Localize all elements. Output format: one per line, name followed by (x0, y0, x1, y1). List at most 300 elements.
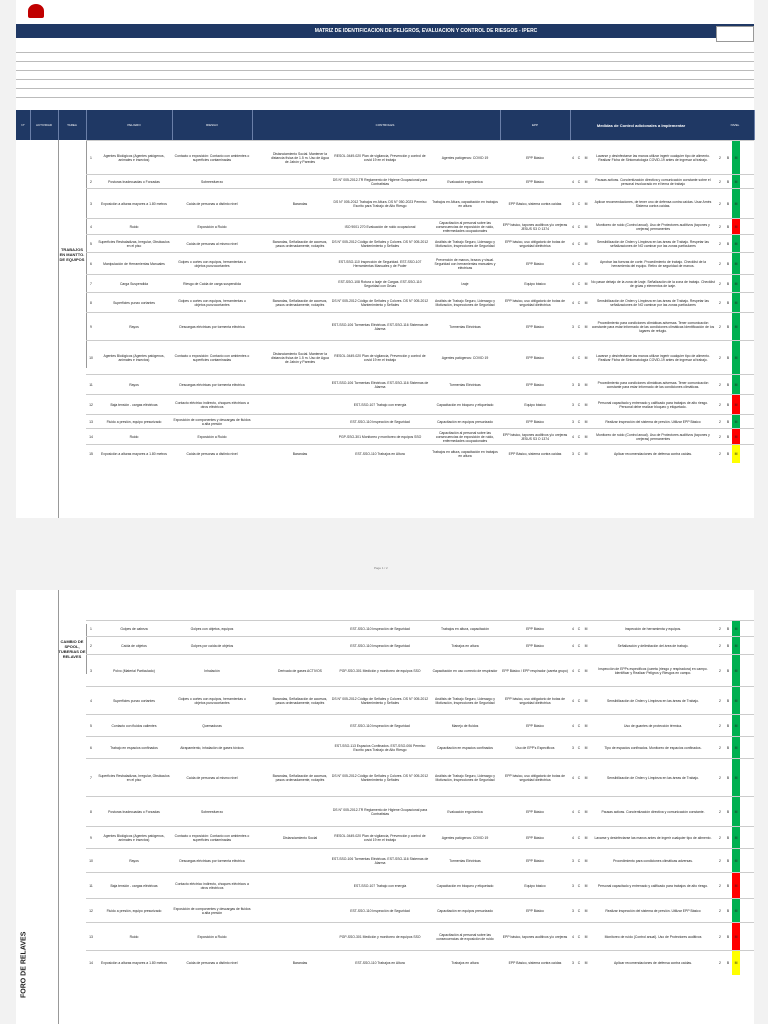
severidad-cell: C (577, 241, 581, 246)
residual-a-cell: 2 (719, 201, 721, 206)
epp-cell: Equipo básico (524, 883, 546, 888)
control-ingenieria-cell: Barandas, Señalización de accesos, pasos ordenadamente, rodapiés (272, 298, 328, 307)
table-row (86, 394, 754, 415)
control-ingenieria-cell: Barandas (292, 960, 308, 965)
epp-cell: EPP básico, tapones auditivos y/o orejeras JESUS S3 O 1374 (502, 222, 568, 231)
nivel-riesgo-cell: M (584, 745, 588, 750)
col-header-actividad: ACTIVIDAD (30, 110, 59, 140)
peligro-cell: Exposición a alturas mayores a 1.80 metros (101, 201, 167, 206)
riesgo-cell: Caída de personas a distinto nivel (186, 960, 238, 965)
col-header-nivel: NIVEL (716, 110, 755, 140)
row-number: 11 (89, 382, 93, 387)
risk-level-indicator: M (732, 951, 740, 975)
residual-b-cell: B (726, 382, 730, 387)
medidas-cell: Pausas activas. Concientización directiva y comunicación constante sobre el personal involucrado en el tema de trabajo (595, 177, 711, 186)
control-ingenieria-cell (270, 873, 330, 899)
nivel-riesgo-cell: M (584, 434, 588, 439)
risk-level-indicator: M (732, 445, 740, 463)
control-capacitacion-cell: Manejo de fluidos (451, 723, 479, 728)
medidas-cell: Inspección de herramienta y equipos. (624, 626, 682, 631)
nivel-riesgo-cell: M (584, 668, 588, 673)
table-row (86, 274, 754, 293)
severidad-cell: C (577, 835, 581, 840)
nivel-riesgo-cell: M (584, 698, 588, 703)
riesgo-cell: Exposición a Ruido (197, 224, 227, 229)
left-strip (16, 140, 59, 518)
activity-group-label: TRABAJOS EN MANTTO. DE EQUIPOS (58, 140, 87, 368)
table-row (86, 444, 754, 463)
peligro-cell: Posturas Inadecuadas o Forzadas (108, 179, 160, 184)
table-row (86, 758, 754, 797)
residual-b-cell: B (726, 434, 730, 439)
control-administrativo-cell: PGP-SSO-301 Medición y monitoreo de equipos SSO (339, 668, 421, 673)
control-administrativo-cell: EST-SSO-108 Rotura o Izaje de Cargas. EST-SSO-110 Seguridad con Grúas (338, 279, 422, 288)
epp-cell: EPP Básico (526, 261, 544, 266)
row-number: 6 (90, 745, 92, 750)
severidad-cell: C (577, 775, 581, 780)
severidad-cell: C (577, 434, 581, 439)
control-ingenieria-cell (270, 899, 330, 923)
probabilidad-cell: 3 (572, 745, 574, 750)
control-capacitacion-cell: Análisis de Trabajo Seguro, Liderazgo y Motivación, Inspecciones de Seguridad (435, 298, 495, 307)
table-row (86, 188, 754, 219)
peligro-cell: Agentes Biológicos (Agentes patógenos, animales e insectos) (103, 353, 165, 362)
control-ingenieria-cell: Barandas (292, 201, 308, 206)
activity-group-label: CAMBIO DE SPOOL, TUBERIAS DE RELAVES (58, 624, 87, 674)
epp-cell: EPP Básico / EPP respirador (careta grupo) (502, 668, 568, 673)
probabilidad-cell: 3 (572, 883, 574, 888)
riesgo-cell: Contacto o exposición: Contacto con ambientes o superficies contaminadas (174, 153, 250, 162)
peligro-cell: Agentes Biológicos (Agentes patógenos, animales e insectos) (103, 833, 165, 842)
riesgo-cell: Sobreesfuerzo (200, 179, 224, 184)
severidad-cell: C (577, 698, 581, 703)
risk-level-indicator: M (732, 429, 740, 445)
medidas-cell: Personal capacitado y entrenado y calificado para trabajos de alto riesgo. (597, 883, 709, 888)
probabilidad-cell: 3 (572, 451, 574, 456)
epp-cell: Equipo básico (524, 281, 546, 286)
control-ingenieria-cell (270, 621, 330, 637)
probabilidad-cell: 4 (572, 626, 574, 631)
nivel-riesgo-cell: M (584, 261, 588, 266)
row-number: 9 (90, 324, 92, 329)
severidad-cell: C (577, 355, 581, 360)
table-row (86, 374, 754, 395)
control-ingenieria-cell (270, 415, 330, 429)
residual-b-cell: B (726, 281, 730, 286)
nivel-riesgo-cell: M (584, 324, 588, 329)
page-2 (16, 590, 754, 1024)
medidas-cell: Procedimiento para condiciones climáticas adversas. Tener comunicación constante para estar informado de las condiciones climáticas. (597, 380, 709, 389)
control-capacitacion-cell: Agentes patógenos: COVID 19 (441, 155, 489, 160)
control-ingenieria-cell (270, 923, 330, 951)
epp-cell: EPP Básico (526, 858, 544, 863)
severidad-cell: C (577, 626, 581, 631)
residual-a-cell: 2 (719, 960, 721, 965)
residual-a-cell: 2 (719, 155, 721, 160)
control-capacitacion-cell: Prevención de manos, brazos y visual. Seguridad con herramientas manuales y eléctricas (434, 257, 496, 271)
riesgo-cell: Golpes por caída de objetos (190, 643, 234, 648)
table-row (86, 428, 754, 445)
risk-level-indicator: M (732, 923, 740, 951)
row-number: 14 (89, 434, 93, 439)
control-administrativo-cell: RESOL.0449-020 Plan de vigilancia, Prevención y control de covid 19 en el trabajo (334, 833, 426, 842)
medidas-cell: Aplicar recomendaciones, de tener uno de defensa contra caídas. Usar Arnés Sistema contra caídas. (594, 199, 712, 208)
riesgo-cell: Golpes o cortes con equipos, herramientas u objetos punzocortantes (178, 259, 246, 268)
control-administrativo-cell: ISO 9001 270 Evaluación de ruido ocupacional (344, 224, 416, 229)
residual-b-cell: B (726, 908, 730, 913)
control-administrativo-cell: DS N° 005-2012 Código de Señales y Colores. DS N° 005-2012 Mantenimiento y Señales (331, 696, 429, 705)
table-row (86, 898, 754, 923)
peligro-cell: Caída de objetos (121, 643, 147, 648)
control-ingenieria-cell: Distanciamiento Social (282, 835, 318, 840)
risk-level-indicator: M (732, 313, 740, 341)
row-number: 12 (89, 402, 93, 407)
table-row (86, 848, 754, 873)
risk-level-indicator: M (732, 621, 740, 637)
company-logo (28, 4, 72, 20)
residual-b-cell: B (726, 419, 730, 424)
control-ingenieria-cell: Barandas, Señalización de accesos, pasos ordenadamente, rodapiés (272, 239, 328, 248)
medidas-cell: Tipo de espacios confinados. Monitoreo de espacios confinados. (604, 745, 702, 750)
riesgo-cell: Contacto o exposición: Contacto con ambientes o superficies contaminadas (174, 833, 250, 842)
info-row (16, 80, 754, 89)
residual-a-cell: 2 (719, 934, 721, 939)
medidas-cell: Sensibilización de Orden y Limpieza en las áreas de Trabajo. (607, 775, 699, 780)
peligro-cell: Contacto con fluidos calientes (111, 723, 157, 728)
table-row (86, 414, 754, 429)
residual-b-cell: B (726, 324, 730, 329)
residual-a-cell: 2 (719, 723, 721, 728)
probabilidad-cell: 4 (572, 261, 574, 266)
page-marker: Page 1 / 2 (374, 566, 388, 570)
document-code-box (716, 26, 754, 42)
risk-level-indicator: M (732, 395, 740, 415)
nivel-riesgo-cell: M (584, 835, 588, 840)
risk-level-indicator: M (732, 899, 740, 923)
epp-cell: EPP Básico (526, 324, 544, 329)
severidad-cell: C (577, 745, 581, 750)
risk-level-indicator: M (732, 253, 740, 275)
row-number: 12 (89, 908, 93, 913)
riesgo-cell: Caída de personas al mismo nivel (186, 241, 238, 246)
control-administrativo-cell: EST-SSO-113 Espacios Confinados. EST-SSO-006 Permiso Escrito para Trabajo de Alto Riesgo (334, 743, 426, 752)
nivel-riesgo-cell: M (584, 908, 588, 913)
peligro-cell: Baja tensión - cargas eléctricas (110, 402, 158, 407)
control-ingenieria-cell (270, 253, 330, 275)
control-ingenieria-cell (270, 715, 330, 737)
probabilidad-cell: 4 (572, 698, 574, 703)
risk-level-indicator: M (732, 415, 740, 429)
riesgo-cell: Exposición a Ruido (197, 934, 227, 939)
probabilidad-cell: 3 (572, 908, 574, 913)
nivel-riesgo-cell: M (584, 883, 588, 888)
table-row (86, 340, 754, 375)
riesgo-cell: Caída de personas al mismo nivel (186, 775, 238, 780)
probabilidad-cell: 4 (572, 723, 574, 728)
severidad-cell: C (577, 858, 581, 863)
control-capacitacion-cell: Trabajos en Altura, capacitación en trabajos en altura (432, 199, 498, 208)
peligro-cell: Exposición a alturas mayores a 1.80 metros (101, 960, 167, 965)
probabilidad-cell: 4 (572, 281, 574, 286)
row-number: 10 (89, 858, 93, 863)
risk-level-indicator: M (732, 375, 740, 395)
info-row (16, 53, 754, 62)
row-number: 11 (89, 883, 93, 888)
row-number: 9 (90, 835, 92, 840)
residual-a-cell: 2 (719, 419, 721, 424)
medidas-cell: Aprobar las fuerzas de corte. Procedimiento de trabajo. Checklist de la herramienta del equipo. Retiro de seguridad de manos. (599, 259, 707, 268)
residual-a-cell: 2 (719, 382, 721, 387)
epp-cell: EPP Básico (526, 382, 544, 387)
control-capacitacion-cell: Capacitación al personal sobre las consecuencias de exposición de ruido, enfermedades ocupacionales (435, 430, 495, 444)
nivel-riesgo-cell: M (584, 723, 588, 728)
col-header-epp: EPP (500, 110, 571, 140)
control-capacitacion-cell: Tormentas Eléctricas (449, 858, 481, 863)
peligro-cell: Superficies punzo cortantes (113, 300, 155, 305)
risk-level-indicator: M (732, 873, 740, 899)
nivel-riesgo-cell: M (584, 451, 588, 456)
residual-a-cell: 2 (719, 809, 721, 814)
nivel-riesgo-cell: M (584, 300, 588, 305)
epp-cell: EPP Básico (526, 155, 544, 160)
control-administrativo-cell: DS N° 005-2012 Código de Señales y Colores. DS N° 005-2012 Mantenimiento y Señales (331, 773, 429, 782)
risk-level-indicator: M (732, 293, 740, 313)
severidad-cell: C (577, 281, 581, 286)
probabilidad-cell: 4 (572, 809, 574, 814)
table-row (86, 292, 754, 313)
residual-b-cell: B (726, 858, 730, 863)
riesgo-cell: Exposición de componentes y descargas de fluidos a alta presión (173, 906, 251, 915)
residual-a-cell: 2 (719, 883, 721, 888)
row-number: 2 (90, 643, 92, 648)
epp-cell: EPP Básico, sistema contra caídas (508, 960, 562, 965)
severidad-cell: C (577, 402, 581, 407)
table-row (86, 736, 754, 759)
row-number: 7 (90, 775, 92, 780)
medidas-cell: Señalización y delimitación del área de trabajo. (617, 643, 689, 648)
residual-a-cell: 2 (719, 745, 721, 750)
probabilidad-cell: 3 (572, 419, 574, 424)
row-number: 4 (90, 698, 92, 703)
control-capacitacion-cell: Evaluación ergonómica (447, 179, 483, 184)
residual-a-cell: 2 (719, 324, 721, 329)
table-row (86, 636, 754, 655)
control-ingenieria-cell (270, 429, 330, 445)
control-administrativo-cell: EST-SSO-106 Tormentas Eléctricas. EST-SSO-116 Sistemas de Alarma (331, 380, 429, 389)
nivel-riesgo-cell: M (584, 960, 588, 965)
probabilidad-cell: 4 (572, 179, 574, 184)
residual-b-cell: B (726, 835, 730, 840)
peligro-cell: Posturas Inadecuadas o Forzadas (108, 809, 160, 814)
table-row (86, 620, 754, 637)
peligro-cell: Superficies Resbaladizas, Irregular, Obstáculos en el piso (98, 239, 170, 248)
row-number: 14 (89, 960, 93, 965)
riesgo-cell: Inhalación (204, 668, 220, 673)
probabilidad-cell: 4 (572, 668, 574, 673)
col-header-riesgo: RIESGO (172, 110, 253, 140)
row-number: 3 (90, 668, 92, 673)
control-administrativo-cell: EST-SSO-110 Inspección de Seguridad (350, 723, 410, 728)
risk-level-indicator: M (732, 687, 740, 715)
control-ingenieria-cell (270, 395, 330, 415)
control-capacitacion-cell: Capacitación al personal sobre las consecuencias de exposición de ruido, enfermedades ocupacionales (435, 220, 495, 234)
control-ingenieria-cell (270, 219, 330, 235)
control-administrativo-cell: DS N° 005-2012 Código de Señales y Colores. DS N° 005-2012 Mantenimiento y Señales (331, 239, 429, 248)
severidad-cell: C (577, 908, 581, 913)
severidad-cell: C (577, 643, 581, 648)
risk-level-indicator: M (732, 737, 740, 759)
residual-b-cell: B (726, 155, 730, 160)
epp-cell: EPP Básico (526, 626, 544, 631)
residual-b-cell: B (726, 809, 730, 814)
nivel-riesgo-cell: M (584, 775, 588, 780)
probabilidad-cell: 4 (572, 434, 574, 439)
riesgo-cell: Golpes con objetos, equipos (190, 626, 234, 631)
control-ingenieria-cell (270, 175, 330, 189)
page-1 (16, 0, 754, 518)
nivel-riesgo-cell: M (584, 201, 588, 206)
nivel-riesgo-cell: M (584, 626, 588, 631)
probabilidad-cell: 4 (572, 643, 574, 648)
control-ingenieria-cell (270, 849, 330, 873)
residual-b-cell: B (726, 241, 730, 246)
control-ingenieria-cell (270, 275, 330, 293)
riesgo-cell: Caída de personas a distinto nivel (186, 201, 238, 206)
table-row (86, 140, 754, 175)
severidad-cell: C (577, 419, 581, 424)
control-capacitacion-cell: Trabajos en altura (451, 643, 479, 648)
peligro-cell: Fluido a presión, equipo presurizado (106, 908, 162, 913)
risk-level-indicator: M (732, 655, 740, 687)
residual-b-cell: B (726, 626, 730, 631)
control-ingenieria-cell (270, 797, 330, 827)
residual-b-cell: B (726, 300, 730, 305)
medidas-cell: Personal capacitado y entrenado y calificado para trabajos de alto riesgo. Personal debe realizar bloqueo y etiquetado. (597, 400, 709, 409)
medidas-cell: Realizar inspección del sistema de presión. Utilizar EPP Básico (605, 908, 701, 913)
control-administrativo-cell: EST-SSO-110 Inspección de Seguridad (350, 626, 410, 631)
probabilidad-cell: 4 (572, 241, 574, 246)
epp-cell: Uso de EPP's Especificos (515, 745, 555, 750)
row-number: 6 (90, 261, 92, 266)
risk-level-indicator: M (732, 275, 740, 293)
nivel-riesgo-cell: M (584, 155, 588, 160)
epp-cell: EPP Básico (526, 355, 544, 360)
peligro-cell: Baja tensión - cargas eléctricas (110, 883, 158, 888)
epp-cell: EPP básico, uso obligatorio de botas de seguridad dieléctrica (504, 773, 566, 782)
control-administrativo-cell: EST-SSO-110 Trabajos en Altura (355, 960, 405, 965)
medidas-cell: Procedimiento para condiciones climáticas adversas. (613, 858, 693, 863)
nivel-riesgo-cell: M (584, 809, 588, 814)
col-header-num: N° (16, 110, 31, 140)
medidas-cell: Aplicar recomendaciones de defensa contra caídas. (613, 960, 693, 965)
residual-b-cell: B (726, 775, 730, 780)
row-number: 13 (89, 419, 93, 424)
riesgo-cell: Descargas eléctricas por tormenta eléctrica (179, 382, 245, 387)
residual-a-cell: 2 (719, 668, 721, 673)
nivel-riesgo-cell: M (584, 419, 588, 424)
severidad-cell: C (577, 300, 581, 305)
medidas-cell: Inspección de EPPs especificos (careta (riesgo y respiradora) en campo. Identificar y Realizar Peligros y Riesgos en campo. (598, 666, 708, 675)
severidad-cell: C (577, 960, 581, 965)
riesgo-cell: Sobreesfuerzo (200, 809, 224, 814)
risk-level-indicator: M (732, 341, 740, 375)
severidad-cell: C (577, 179, 581, 184)
residual-a-cell: 2 (719, 241, 721, 246)
residual-b-cell: B (726, 934, 730, 939)
risk-level-indicator: M (732, 141, 740, 175)
control-administrativo-cell: RESOL.0449-020 Plan de vigilancia, Prevención y control de covid 19 en el trabajo (334, 153, 426, 162)
residual-b-cell: B (726, 745, 730, 750)
epp-cell: EPP Básico, sistema contra caídas (508, 451, 562, 456)
severidad-cell: C (577, 723, 581, 728)
risk-level-indicator: M (732, 235, 740, 253)
epp-cell: EPP básico, tapones auditivos y/o orejeras (502, 934, 568, 939)
riesgo-cell: Contacto o exposición: Contacto con ambientes o superficies contaminadas (174, 353, 250, 362)
riesgo-cell: Contacto eléctrico indirecto, choques eléctricos a otros eléctricos (175, 400, 249, 409)
control-administrativo-cell: DS N° 005-2012-TR Reglamento de Higiene Ocupacional para Contratistas (332, 177, 428, 186)
residual-a-cell: 2 (719, 224, 721, 229)
row-number: 15 (89, 451, 93, 456)
medidas-cell: Monitoreo de ruido (Control anual). Uso de Protectores auditivos (tapones y orejeras) permanentes (596, 432, 710, 441)
probabilidad-cell: 4 (572, 224, 574, 229)
riesgo-cell: Exposición de componentes y descargas de fluidos a alta presión (173, 417, 251, 426)
severidad-cell: C (577, 224, 581, 229)
severidad-cell: C (577, 934, 581, 939)
col-header-medidas: Medidas de Control adicionales a Implementar (571, 110, 711, 140)
probabilidad-cell: 3 (572, 324, 574, 329)
probabilidad-cell: 4 (572, 835, 574, 840)
probabilidad-cell: 3 (572, 858, 574, 863)
severidad-cell: C (577, 261, 581, 266)
peligro-cell: Fluido a presión, equipo presurizado (106, 419, 162, 424)
severidad-cell: C (577, 809, 581, 814)
severidad-cell: C (577, 155, 581, 160)
residual-a-cell: 2 (719, 908, 721, 913)
riesgo-cell: Quemaduras (202, 723, 222, 728)
col-header-tarea: TAREA (58, 110, 87, 140)
row-number: 10 (89, 355, 93, 360)
residual-a-cell: 2 (719, 434, 721, 439)
severidad-cell: D (577, 382, 581, 387)
residual-a-cell: 2 (719, 281, 721, 286)
probabilidad-cell: 4 (572, 155, 574, 160)
row-number: 5 (90, 241, 92, 246)
nivel-riesgo-cell: M (584, 355, 588, 360)
table-row (86, 312, 754, 341)
probabilidad-cell: 3 (572, 402, 574, 407)
nivel-riesgo-cell: M (584, 643, 588, 648)
residual-a-cell: 2 (719, 698, 721, 703)
residual-b-cell: B (726, 261, 730, 266)
residual-b-cell: B (726, 179, 730, 184)
control-administrativo-cell: PGP-SSO-301 Medición y monitoreo de equipos SSO (339, 934, 421, 939)
residual-a-cell: 2 (719, 300, 721, 305)
control-capacitacion-cell: Trabajos en altura, capacitación (441, 626, 489, 631)
risk-level-indicator: M (732, 175, 740, 189)
severidad-cell: C (577, 201, 581, 206)
epp-cell: EPP básico, uso obligatorio de botas de seguridad dieléctrica (504, 696, 566, 705)
medidas-cell: Monitoreo de ruido (Control anual). Uso de Protectores auditivos (tapones y orejeras) permanentes (596, 222, 710, 231)
residual-a-cell: 2 (719, 261, 721, 266)
info-row (16, 44, 754, 53)
table-row (86, 218, 754, 235)
residual-a-cell: 2 (719, 355, 721, 360)
residual-a-cell: 2 (719, 775, 721, 780)
control-administrativo-cell: EST-SSO-107 Trabajo con energía (353, 402, 407, 407)
risk-level-indicator: M (732, 849, 740, 873)
nivel-riesgo-cell: M (584, 179, 588, 184)
control-administrativo-cell: EST-SSO-106 Tormentas Eléctricas. EST-SSO-116 Sistemas de Alarma (331, 322, 429, 331)
